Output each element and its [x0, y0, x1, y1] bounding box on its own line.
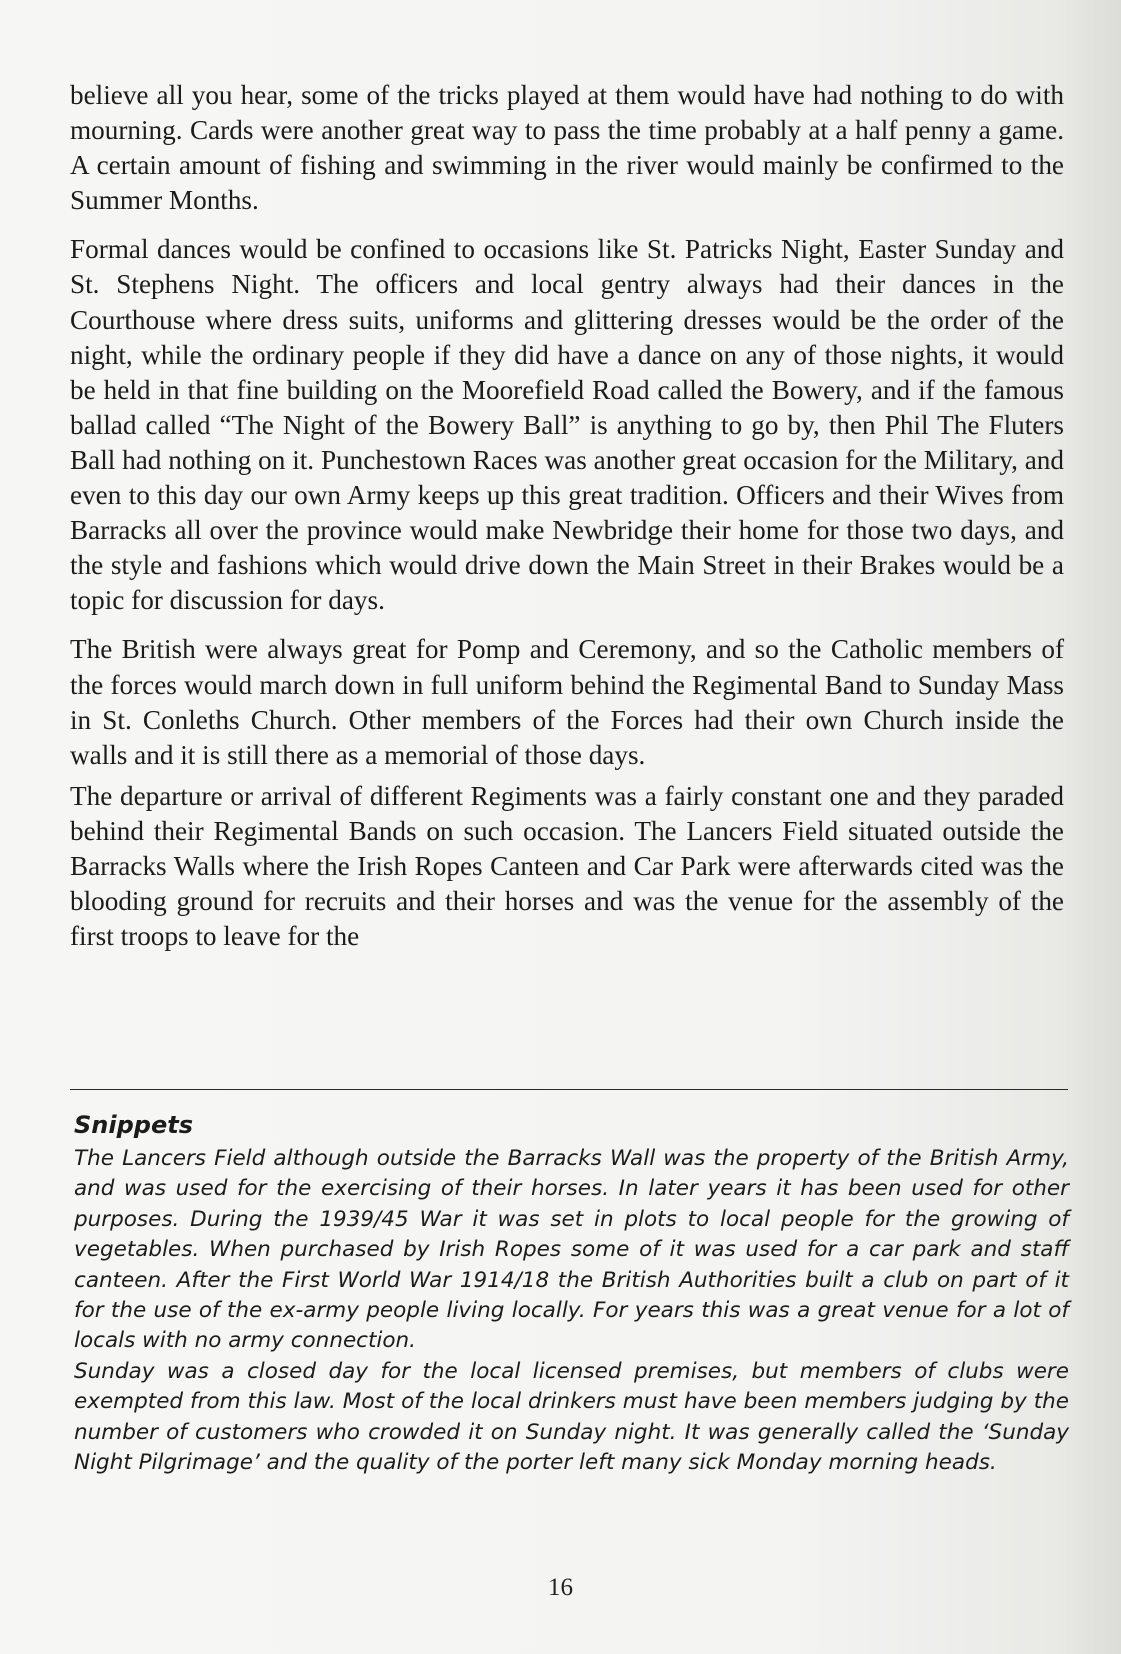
snippets-title: Snippets	[74, 1111, 193, 1139]
snippet-paragraph-2: Sunday was a closed day for the local licensed premises, but members of clubs were exempted from this law. Most of the local drinkers must have been members judging by the number of customers who crowded it on Sunday night. It was generally called the ‘Sunday Night Pilgrimage’ and the quality of the porter left many sick Monday morning heads.	[74, 1358, 1069, 1476]
page-number: 16	[548, 1574, 573, 1601]
section-divider	[70, 1089, 1068, 1090]
paragraph-2: Formal dances would be confined to occasions like St. Patricks Night, Easter Sunday and St. Stephens Night. The officers and local gentry always had their dances in the Courthouse where dress suits, uniforms and glittering dresses would be the order of the night, while the ordinary people if they did have a dance on any of those nights, it would be held in that fine building on the Moorefield Road called the Bowery, and if the famous ballad called “The Night of the Bowery Ball” is anything to go by, then Phil The Fluters Ball had nothing on it. Punchestown Races was another great occasion for the Military, and even to this day our own Army keeps up this great tradition. Officers and their Wives from Barracks all over the province would make Newbridge their home for those two days, and the style and fashions which would drive down the Main Street in their Brakes would be a topic for discussion for days.	[70, 234, 1064, 616]
main-text	[70, 78, 1064, 968]
snippet-paragraph-1: The Lancers Field although outside the Barracks Wall was the property of the British Army, and was used for the exercising of their horses. In later years it has been used for other purposes. During the 1939/45 War it was set in plots to local people for the growing of vegetables. When purchased by Irish Ropes some of it was used for a car park and staff canteen. After the First World War 1914/18 the British Authorities built a club on part of it for the use of the ex-army people living locally. For years this was a great venue for a lot of locals with no army connection.	[74, 1146, 1069, 1354]
snippets-box	[74, 1108, 1069, 1478]
paragraph-1: believe all you hear, some of the tricks played at them would have had nothing to do with mourning. Cards were another great way to pass the time probably at a half penny a game. A certain amount of fishing and swimming in the river would mainly be confirmed to the Summer Months.	[70, 80, 1064, 216]
paragraph-3: The British were always great for Pomp and Ceremony, and so the Catholic members of the forces would march down in full uniform behind the Regimental Band to Sunday Mass in St. Conleths Church. Other members of the Forces had their own Church inside the walls and it is still there as a memorial of those days.	[70, 634, 1064, 770]
paragraph-4: The departure or arrival of different Regiments was a fairly constant one and they paraded behind their Regimental Bands on such occasion. The Lancers Field situated outside the Barracks Walls where the Irish Ropes Canteen and Car Park were afterwards cited was the blooding ground for recruits and their horses and was the venue for the assembly of the first troops to leave for the	[70, 780, 1064, 952]
